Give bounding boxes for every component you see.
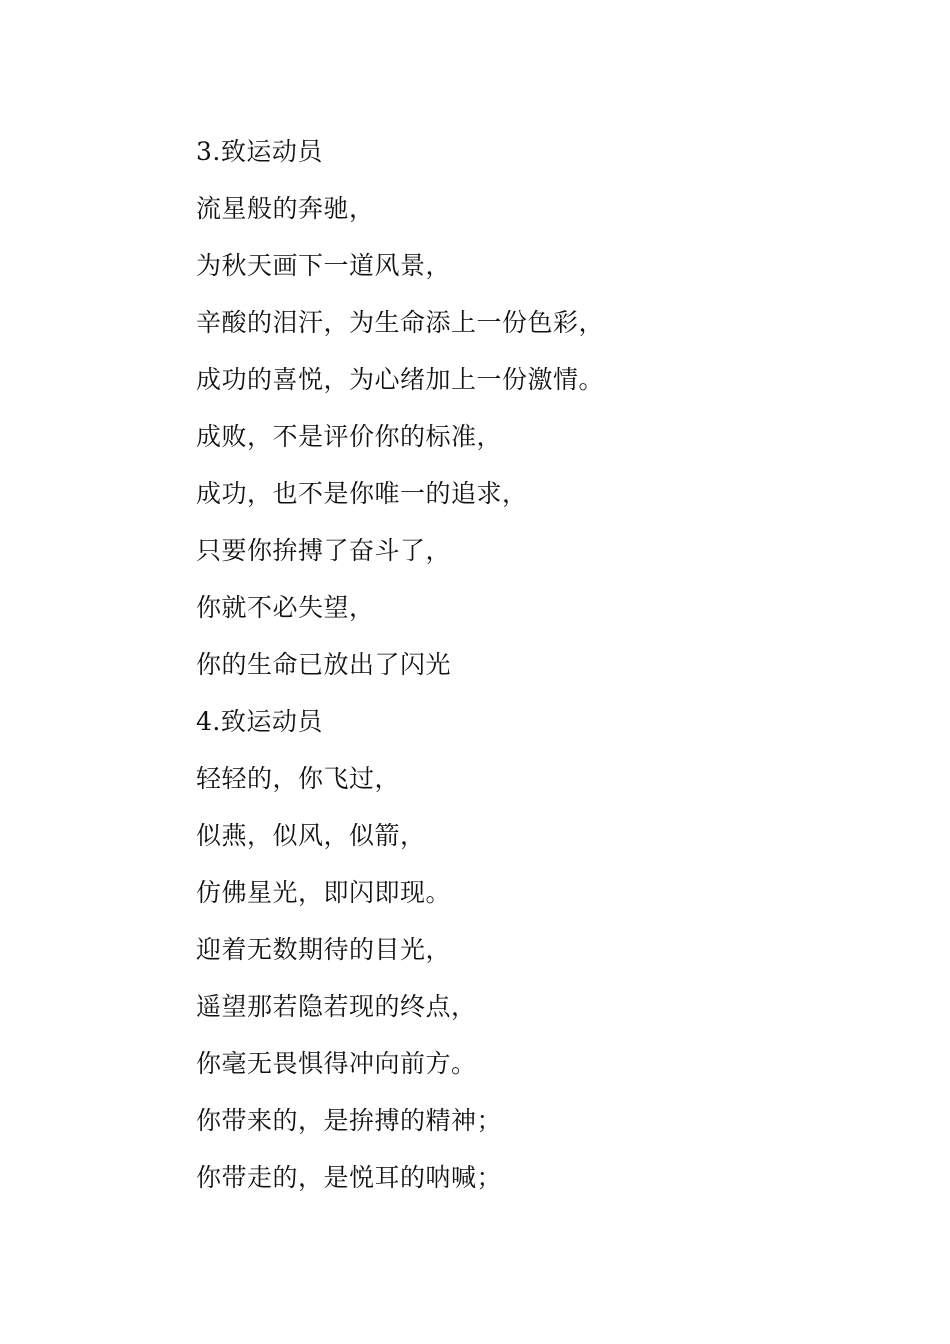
- poem-line: 你带走的，是悦耳的呐喊；: [196, 1163, 503, 1192]
- poem-line: 轻轻的，你飞过，: [196, 764, 401, 793]
- poem-line: 流星般的奔驰，: [196, 194, 375, 223]
- poem-line: 你带来的，是拚搏的精神；: [196, 1106, 503, 1135]
- poem-line: 成败，不是评价你的标准，: [196, 422, 503, 451]
- poem-line: 辛酸的泪汗，为生命添上一份色彩，: [196, 308, 605, 337]
- poem-line: 似燕，似风，似箭，: [196, 821, 426, 850]
- poem-line: 遥望那若隐若现的终点，: [196, 992, 477, 1021]
- poem-text: [196, 133, 876, 1216]
- poem-line: 成功，也不是你唯一的追求，: [196, 479, 528, 508]
- poem-line: 你就不必失望，: [196, 593, 375, 622]
- section-heading: 3.致运动员: [196, 137, 323, 166]
- poem-line: 仿佛星光，即闪即现。: [196, 878, 452, 907]
- poem-line: 成功的喜悦，为心绪加上一份激情。: [196, 365, 605, 394]
- section-heading: 4.致运动员: [196, 707, 323, 736]
- poem-line: 为秋天画下一道风景，: [196, 251, 452, 280]
- poem-line: 你的生命已放出了闪光: [196, 650, 452, 679]
- poem-line: 迎着无数期待的目光，: [196, 935, 452, 964]
- poem-line: 只要你拚搏了奋斗了，: [196, 536, 452, 565]
- poem-line: 你毫无畏惧得冲向前方。: [196, 1049, 477, 1078]
